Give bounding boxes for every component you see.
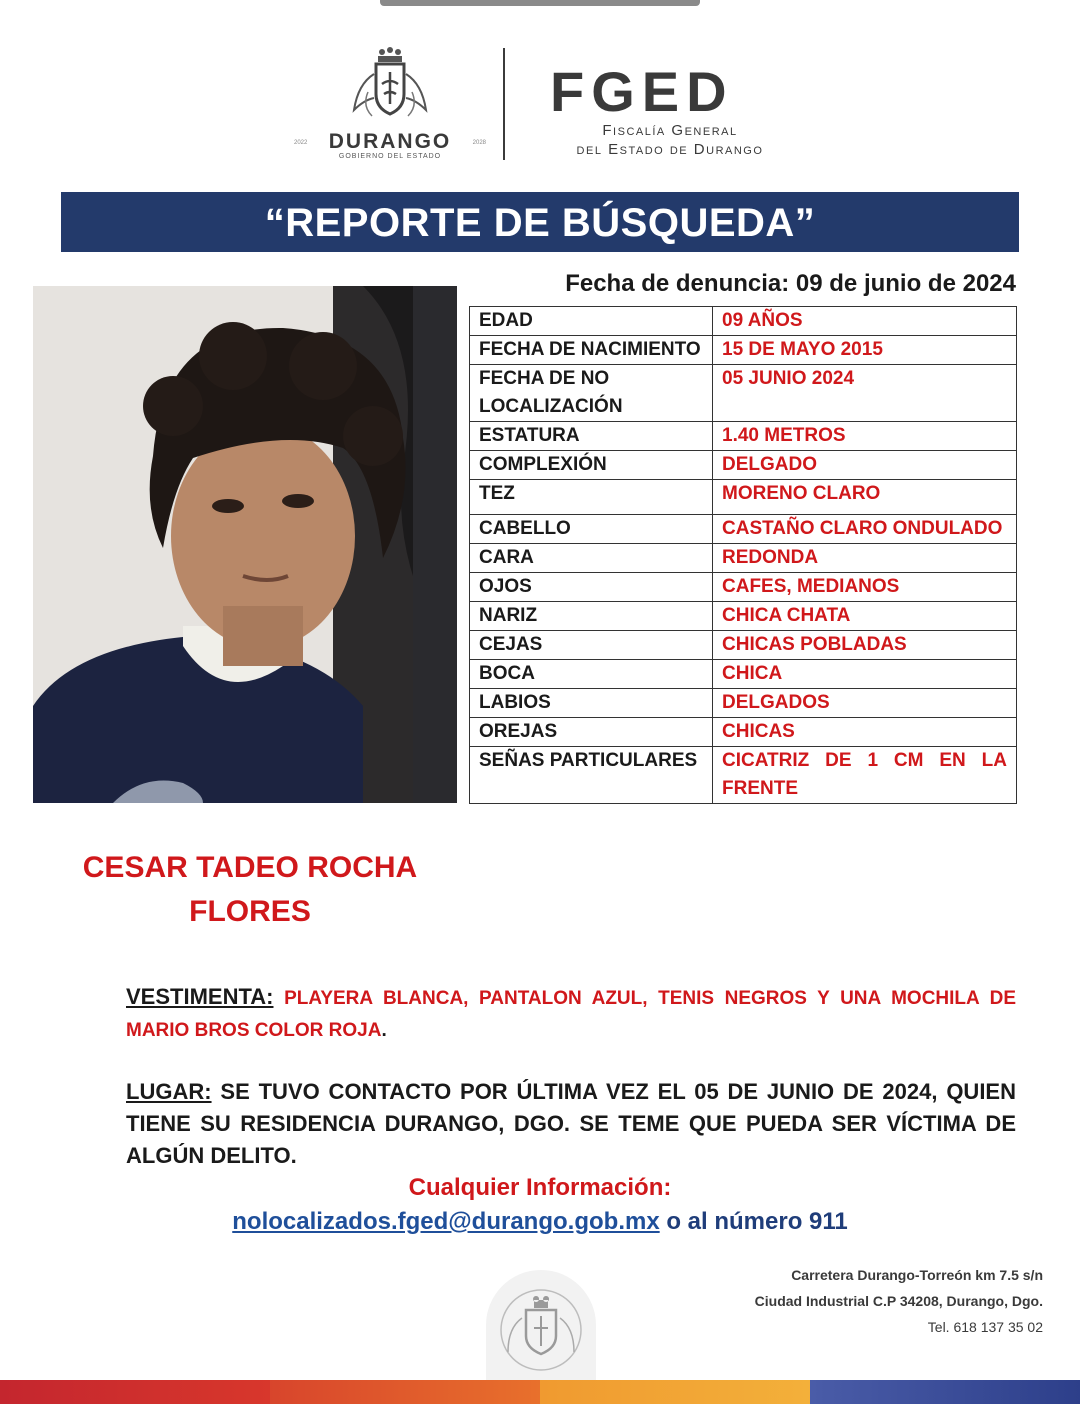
color-bar-segment xyxy=(270,1380,540,1404)
table-row xyxy=(470,365,1017,422)
row-label: TEZ xyxy=(470,480,713,515)
row-label: NARIZ xyxy=(470,602,713,631)
address-line2: Ciudad Industrial C.P 34208, Durango, Dgo. xyxy=(754,1293,1043,1309)
row-label: OREJAS xyxy=(470,718,713,747)
color-bar-segment xyxy=(0,1380,270,1404)
row-value: CAFES, MEDIANOS xyxy=(713,573,1017,602)
durango-crest-icon xyxy=(348,44,432,128)
title-banner xyxy=(61,192,1019,252)
table-row xyxy=(470,602,1017,631)
bottom-emblem xyxy=(486,1270,596,1380)
person-name-line1: CESAR TADEO ROCHA xyxy=(82,851,418,884)
person-name-line2: FLORES xyxy=(189,895,311,928)
table-row xyxy=(470,718,1017,747)
address-line1: Carretera Durango-Torreón km 7.5 s/n xyxy=(791,1267,1043,1283)
row-value: REDONDA xyxy=(713,544,1017,573)
table-row xyxy=(470,451,1017,480)
table-row xyxy=(470,480,1017,515)
row-label: COMPLEXIÓN xyxy=(470,451,713,480)
row-label: BOCA xyxy=(470,660,713,689)
fged-subtitle-line2: del Estado de Durango xyxy=(576,141,764,158)
place-section xyxy=(126,1076,1016,1172)
table-row xyxy=(470,544,1017,573)
contact-connector: o al número xyxy=(659,1208,810,1235)
table-row xyxy=(470,336,1017,365)
row-value: CASTAÑO CLARO ONDULADO xyxy=(713,515,1017,544)
address-phone: Tel. 618 137 35 02 xyxy=(927,1319,1043,1335)
row-value: CICATRIZ DE 1 CM EN LA FRENTE xyxy=(713,747,1017,804)
clothing-section xyxy=(126,981,1016,1047)
row-label: ESTATURA xyxy=(470,422,713,451)
color-bar-segment xyxy=(540,1380,810,1404)
row-label: CARA xyxy=(470,544,713,573)
fged-crest-icon xyxy=(486,1270,596,1380)
contact-line xyxy=(0,1208,1080,1236)
footer-color-bar xyxy=(0,1380,1080,1404)
header-separator xyxy=(503,48,505,160)
table-row xyxy=(470,515,1017,544)
table-row xyxy=(470,422,1017,451)
row-value: 1.40 METROS xyxy=(713,422,1017,451)
durango-logo-text: DURANGO xyxy=(328,130,452,153)
row-value: DELGADO xyxy=(713,451,1017,480)
table-row xyxy=(470,307,1017,336)
row-value: CHICA CHATA xyxy=(713,602,1017,631)
row-value: CHICAS xyxy=(713,718,1017,747)
report-title: “REPORTE DE BÚSQUEDA” xyxy=(264,201,816,245)
fged-subtitle-line1: Fiscalía General xyxy=(602,122,738,139)
row-value: 15 DE MAYO 2015 xyxy=(713,336,1017,365)
place-heading: LUGAR: xyxy=(126,1079,212,1104)
row-label: CEJAS xyxy=(470,631,713,660)
contact-email-link[interactable]: nolocalizados.fged@durango.gob.mx xyxy=(232,1208,660,1235)
top-decoration xyxy=(380,0,700,6)
address-block xyxy=(755,1262,1043,1340)
durango-year-left: 2022 xyxy=(294,140,308,146)
row-value: DELGADOS xyxy=(713,689,1017,718)
color-bar-segment xyxy=(810,1380,1080,1404)
report-date: Fecha de denuncia: 09 de junio de 2024 xyxy=(565,270,1016,297)
fged-logo xyxy=(550,60,790,158)
durango-logo-subtitle: GOBIERNO DEL ESTADO xyxy=(338,153,442,160)
place-text: SE TUVO CONTACTO POR ÚLTIMA VEZ EL 05 DE JUNIO DE 2024, QUIEN TIENE SU RESIDENCIA DURANGO, DGO. SE TEME QUE PUEDA SER VÍCTIMA DE ALGÚN DELITO. xyxy=(126,1079,1016,1168)
row-label: FECHA DE NO LOCALIZACIÓN xyxy=(470,365,713,422)
row-label: OJOS xyxy=(470,573,713,602)
table-row xyxy=(470,660,1017,689)
durango-year-right: 2028 xyxy=(472,140,486,146)
durango-logo xyxy=(292,44,488,164)
clothing-end: . xyxy=(381,1020,387,1041)
row-value: CHICA xyxy=(713,660,1017,689)
clothing-heading: VESTIMENTA: xyxy=(126,984,274,1009)
row-value: MORENO CLARO xyxy=(713,480,1017,515)
row-label: LABIOS xyxy=(470,689,713,718)
contact-phone: 911 xyxy=(809,1208,848,1235)
row-value: CHICAS POBLADAS xyxy=(713,631,1017,660)
row-label: CABELLO xyxy=(470,515,713,544)
contact-heading: Cualquier Información: xyxy=(408,1174,672,1201)
table-row xyxy=(470,631,1017,660)
row-value: 09 AÑOS xyxy=(713,307,1017,336)
row-label: EDAD xyxy=(470,307,713,336)
fged-title: FGED xyxy=(550,60,734,123)
table-row xyxy=(470,573,1017,602)
clothing-text: PLAYERA BLANCA, PANTALON AZUL, TENIS NEGROS Y UNA MOCHILA DE MARIO BROS COLOR ROJA xyxy=(126,988,1017,1041)
missing-person-photo xyxy=(33,286,457,803)
person-name xyxy=(60,846,440,934)
row-value: 05 JUNIO 2024 xyxy=(713,365,1017,422)
row-label: SEÑAS PARTICULARES xyxy=(470,747,713,804)
description-table xyxy=(469,306,1017,804)
table-row xyxy=(470,689,1017,718)
row-label: FECHA DE NACIMIENTO xyxy=(470,336,713,365)
table-row xyxy=(470,747,1017,804)
